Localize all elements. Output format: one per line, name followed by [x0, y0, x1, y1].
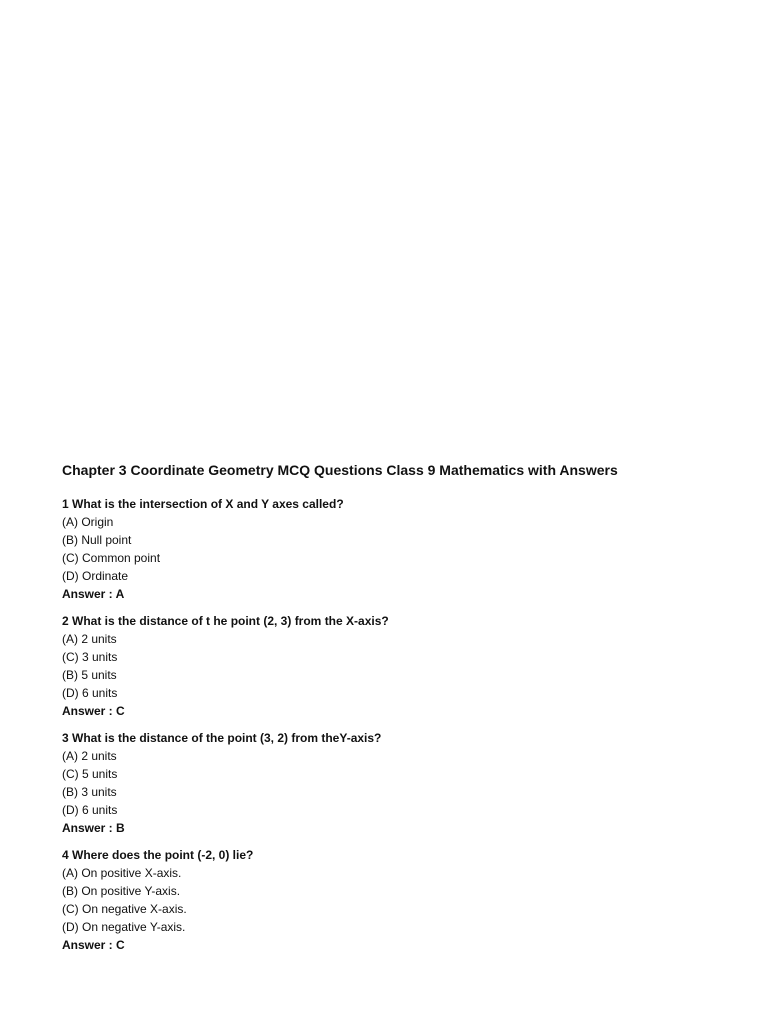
option-c: (C) On negative X-axis. — [62, 902, 187, 916]
question-text: 3 What is the distance of the point (3, 2) from theY-axis? — [62, 731, 382, 745]
question-text: 4 Where does the point (-2, 0) lie? — [62, 848, 254, 862]
answer: Answer : B — [62, 821, 125, 835]
option-c: (C) Common point — [62, 551, 161, 565]
answer: Answer : C — [62, 938, 125, 952]
answer: Answer : C — [62, 704, 125, 718]
option-d: (D) On negative Y-axis. — [62, 920, 186, 934]
question-text: 2 What is the distance of t he point (2, 3) from the X-axis? — [62, 614, 389, 628]
option-b: (B) 3 units — [62, 785, 117, 799]
option-d: (D) Ordinate — [62, 569, 129, 583]
option-c: (C) 3 units — [62, 650, 118, 664]
document-title: Chapter 3 Coordinate Geometry MCQ Questions Class 9 Mathematics with Answers — [62, 462, 618, 478]
question-4 — [62, 846, 742, 954]
document-page — [62, 460, 742, 963]
question-2 — [62, 612, 742, 720]
answer: Answer : A — [62, 587, 125, 601]
option-a: (A) On positive X-axis. — [62, 866, 182, 880]
option-d: (D) 6 units — [62, 686, 118, 700]
question-1 — [62, 495, 742, 603]
option-c: (C) 5 units — [62, 767, 118, 781]
option-b: (B) 5 units — [62, 668, 117, 682]
option-a: (A) 2 units — [62, 749, 117, 763]
option-b: (B) Null point — [62, 533, 132, 547]
option-a: (A) 2 units — [62, 632, 117, 646]
option-a: (A) Origin — [62, 515, 114, 529]
option-d: (D) 6 units — [62, 803, 118, 817]
question-3 — [62, 729, 742, 837]
question-text: 1 What is the intersection of X and Y axes called? — [62, 497, 344, 511]
option-b: (B) On positive Y-axis. — [62, 884, 181, 898]
